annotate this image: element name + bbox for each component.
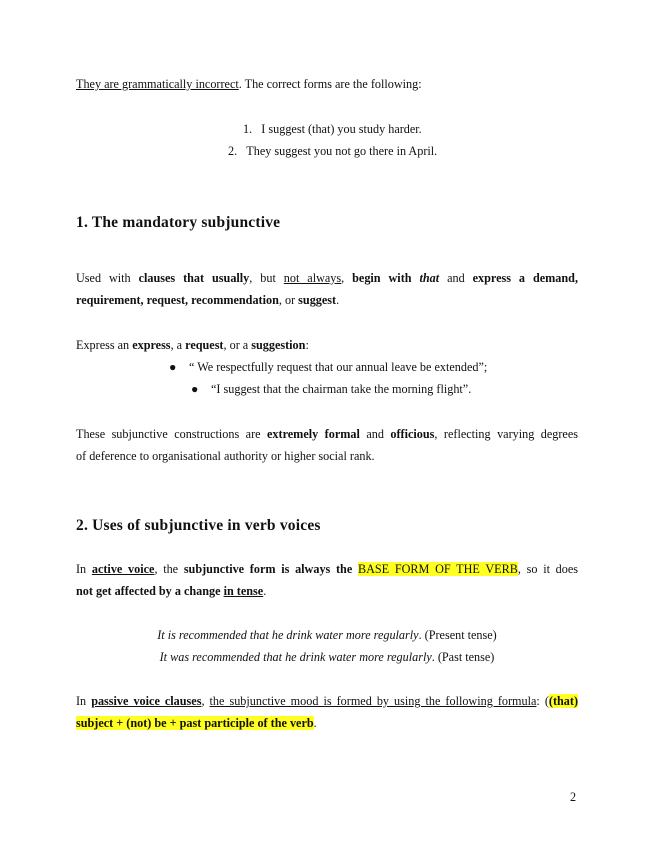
paragraph-line: not get affected by a change in tense. [76,584,267,598]
page-number: 2 [570,790,577,804]
section-heading-1: 1. The mandatory subjunctive [76,214,281,231]
highlighted-text: (that) [548,694,579,708]
example-present: It is recommended that he drink water more regularly. (Present tense) [157,628,497,642]
bullet-dot-icon: ● [191,382,199,396]
paragraph-line: of deference to organisational authority or higher social rank. [76,449,375,463]
numbered-item-2: 2. They suggest you not go there in April. [228,144,438,158]
highlighted-text: BASE FORM OF THE VERB [357,562,518,576]
section1-paragraph-1 [76,267,578,311]
paragraph-line: In passive voice clauses, the subjunctive mood is formed by using the following formula: ((that) [76,694,579,708]
intro-rest: . The correct forms are the following: [238,77,422,91]
section-heading-2: 2. Uses of subjunctive in verb voices [76,517,321,534]
example-past: It was recommended that he drink water more regularly. (Past tense) [159,650,495,664]
paragraph-line: requirement, request, recommendation, or suggest. [76,293,340,307]
intro-line [76,73,578,95]
section2-paragraph-1 [76,558,578,602]
section2-paragraph-2 [76,690,578,734]
numbered-item-1: 1. I suggest (that) you study harder. [243,122,422,136]
intro-underlined: They are grammatically incorrect [76,77,239,91]
section1-paragraph-3 [76,423,578,467]
paragraph-line: Used with clauses that usually, but not always, begin with that and express a demand, [76,271,578,285]
section1-paragraph-2: Express an express, a request, or a suggestion: [76,338,309,352]
bullet-dot-icon: ● [169,360,177,374]
bullet-item-1: ● “ We respectfully request that our annual leave be extended”; [169,356,487,378]
bullet-item-2: ● “I suggest that the chairman take the morning flight”. [191,378,471,400]
paragraph-line: These subjunctive constructions are extremely formal and officious, reflecting varying degrees [76,427,578,441]
paragraph-line: In active voice, the subjunctive form is always the BASE FORM OF THE VERB, so it does [76,562,579,576]
paragraph-line: subject + (not) be + past participle of the verb. [76,716,317,730]
highlighted-text: subject + (not) be + past participle of the verb [76,716,314,730]
